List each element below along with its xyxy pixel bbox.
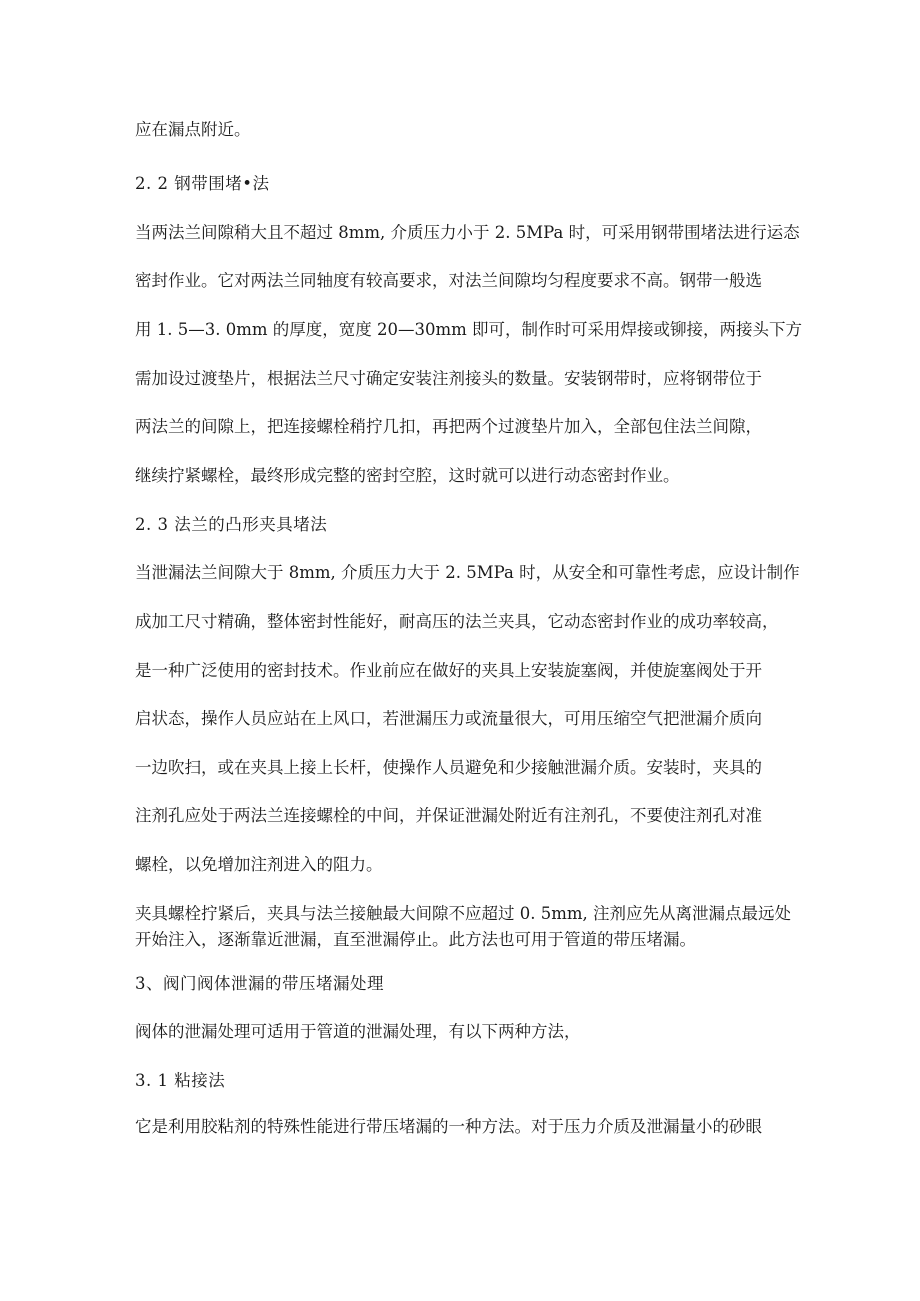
paragraph-line: 继续拧紧螺栓，最终形成完整的密封空腔，这时就可以进行动态密封作业。	[135, 466, 680, 485]
paragraph-line: 当两法兰间隙稍大且不超过 8mm, 介质压力小于 2. 5MPa 时，可采用钢带围堵法进行运态	[135, 223, 800, 242]
paragraph-line: 阀体的泄漏处理可适用于管道的泄漏处理，有以下两种方法，	[135, 1022, 581, 1041]
paragraph-line: 两法兰的间隙上，把连接螺栓稍拧几扣，再把两个过渡垫片加入，全部包住法兰间隙，	[135, 417, 762, 436]
paragraph-line: 注剂孔应处于两法兰连接螺栓的中间，并保证泄漏处附近有注剂孔，不要使注剂孔对准	[135, 806, 762, 825]
section-heading: 3、阀门阀体泄漏的带压堵漏处理	[135, 974, 384, 993]
paragraph-line: 应在漏点附近。	[135, 120, 251, 139]
paragraph-line: 密封作业。它对两法兰同轴度有较高要求，对法兰间隙均匀程度要求不高。钢带一般选	[135, 271, 762, 290]
paragraph-line: 它是利用胶粘剂的特殊性能进行带压堵漏的一种方法。对于压力介质及泄漏量小的砂眼	[135, 1117, 762, 1136]
paragraph-line: 开始注入，逐渐靠近泄漏，直至泄漏停止。此方法也可用于管道的带压堵漏。	[135, 930, 696, 949]
paragraph-line: 当泄漏法兰间隙大于 8mm, 介质压力大于 2. 5MPa 时，从安全和可靠性考虑，应设计制作	[135, 563, 800, 582]
section-heading: 3. 1 粘接法	[135, 1071, 226, 1090]
paragraph-line: 启状态，操作人员应站在上风口，若泄漏压力或流量很大，可用压缩空气把泄漏介质向	[135, 709, 762, 728]
paragraph-line: 是一种广泛使用的密封技术。作业前应在做好的夹具上安装旋塞阀，并使旋塞阀处于开	[135, 661, 762, 680]
paragraph-line: 用 1. 5—3. 0mm 的厚度，宽度 20—30mm 即可，制作时可采用焊接或铆接，两接头下方	[135, 320, 803, 339]
paragraph-line: 一边吹扫，或在夹具上接上长杆，使操作人员避免和少接触泄漏介质。安装时，夹具的	[135, 758, 762, 777]
section-heading: 2. 3 法兰的凸形夹具堵法	[135, 515, 328, 534]
paragraph-line: 螺栓，以免增加注剂进入的阻力。	[135, 855, 383, 874]
section-heading: 2. 2 钢带围堵•法	[135, 174, 270, 193]
paragraph-line: 夹具螺栓拧紧后，夹具与法兰接触最大间隙不应超过 0. 5mm, 注剂应先从离泄漏点最远处	[135, 904, 792, 923]
paragraph-line: 成加工尺寸精确，整体密封性能好，耐高压的法兰夹具，它动态密封作业的成功率较高，	[135, 612, 779, 631]
paragraph-line: 需加设过渡垫片，根据法兰尺寸确定安装注剂接头的数量。安装钢带时，应将钢带位于	[135, 369, 762, 388]
